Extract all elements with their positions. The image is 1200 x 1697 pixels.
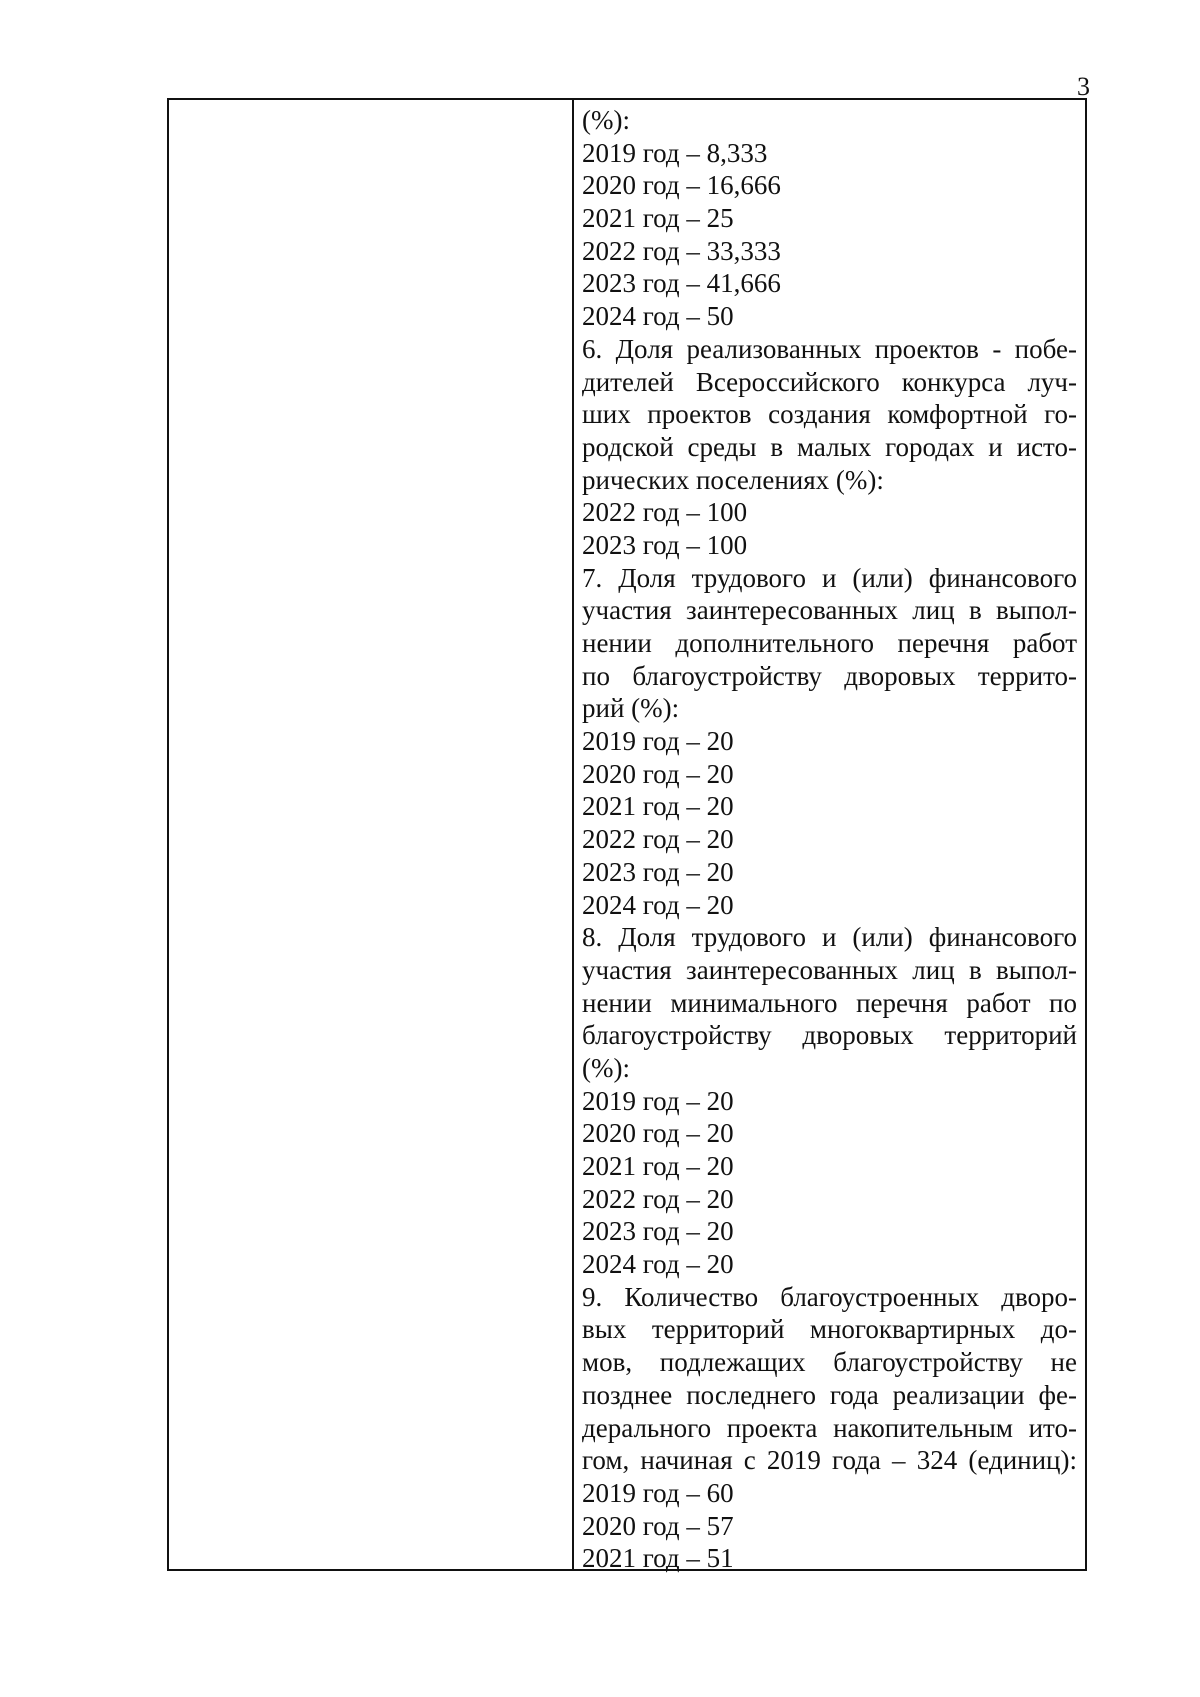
text-line: позднее последнего года реализации фе- bbox=[582, 1379, 1077, 1410]
text-line: 2019 год – 20 bbox=[582, 726, 734, 757]
text-line: 2021 год – 20 bbox=[582, 791, 734, 822]
text-line: родской среды в малых городах и исто- bbox=[582, 431, 1077, 462]
text-line: 2021 год – 25 bbox=[582, 203, 734, 234]
text-line: 2019 год – 60 bbox=[582, 1477, 734, 1508]
text-line: вых территорий многоквартирных до- bbox=[582, 1314, 1077, 1345]
text-line: 2020 год – 20 bbox=[582, 1118, 734, 1149]
text-line: нении минимального перечня работ по bbox=[582, 987, 1077, 1018]
text-line: 8. Доля трудового и (или) финансового bbox=[582, 922, 1077, 953]
text-line: благоустройству дворовых территорий bbox=[582, 1020, 1077, 1051]
text-line: 2020 год – 16,666 bbox=[582, 170, 781, 201]
text-line: дителей Всероссийского конкурса луч- bbox=[582, 366, 1077, 397]
page-number: 3 bbox=[1077, 72, 1090, 101]
text-line: 2024 год – 20 bbox=[582, 889, 734, 920]
text-line: 2021 год – 51 bbox=[582, 1543, 734, 1574]
text-line: 2022 год – 100 bbox=[582, 497, 748, 528]
text-line: 2023 год – 20 bbox=[582, 856, 734, 887]
text-line: 2024 год – 50 bbox=[582, 301, 734, 332]
text-line: гом, начиная с 2019 года – 324 (единиц): bbox=[582, 1445, 1077, 1476]
text-line: 7. Доля трудового и (или) финансового bbox=[582, 562, 1077, 593]
text-line: (%): bbox=[582, 105, 630, 135]
text-line: дерального проекта накопительным ито- bbox=[582, 1412, 1077, 1443]
text-line: нении дополнительного перечня работ bbox=[582, 628, 1077, 658]
text-line: 6. Доля реализованных проектов - побе- bbox=[582, 333, 1077, 364]
text-line: рий (%): bbox=[582, 693, 680, 724]
text-line: 2020 год – 20 bbox=[582, 758, 734, 789]
text-line: 2022 год – 20 bbox=[582, 1183, 734, 1214]
text-line: мов, подлежащих благоустройству не bbox=[582, 1347, 1077, 1378]
table-right-cell bbox=[582, 104, 1077, 1574]
text-line: участия заинтересованных лиц в выпол- bbox=[582, 595, 1077, 626]
text-line: 2023 год – 20 bbox=[582, 1216, 734, 1247]
text-line: ших проектов создания комфортной го- bbox=[582, 399, 1077, 430]
text-line: 9. Количество благоустроенных дворо- bbox=[582, 1281, 1077, 1312]
text-line: 2022 год – 20 bbox=[582, 824, 734, 855]
text-line: 2020 год – 57 bbox=[582, 1510, 734, 1541]
text-line: 2021 год – 20 bbox=[582, 1151, 734, 1181]
text-line: по благоустройству дворовых террито- bbox=[582, 660, 1077, 691]
text-line: (%): bbox=[582, 1052, 630, 1083]
text-line: 2023 год – 100 bbox=[582, 529, 748, 560]
text-line: 2019 год – 8,333 bbox=[582, 137, 768, 168]
text-line: 2024 год – 20 bbox=[582, 1249, 734, 1280]
text-line: 2022 год – 33,333 bbox=[582, 235, 781, 266]
document-table bbox=[167, 98, 1087, 1574]
text-line: участия заинтересованных лиц в выпол- bbox=[582, 954, 1077, 985]
text-line: 2019 год – 20 bbox=[582, 1085, 734, 1116]
column-divider bbox=[572, 100, 574, 1569]
text-line: рических поселениях (%): bbox=[582, 464, 884, 495]
text-line: 2023 год – 41,666 bbox=[582, 268, 781, 299]
table-left-cell bbox=[169, 100, 572, 1569]
